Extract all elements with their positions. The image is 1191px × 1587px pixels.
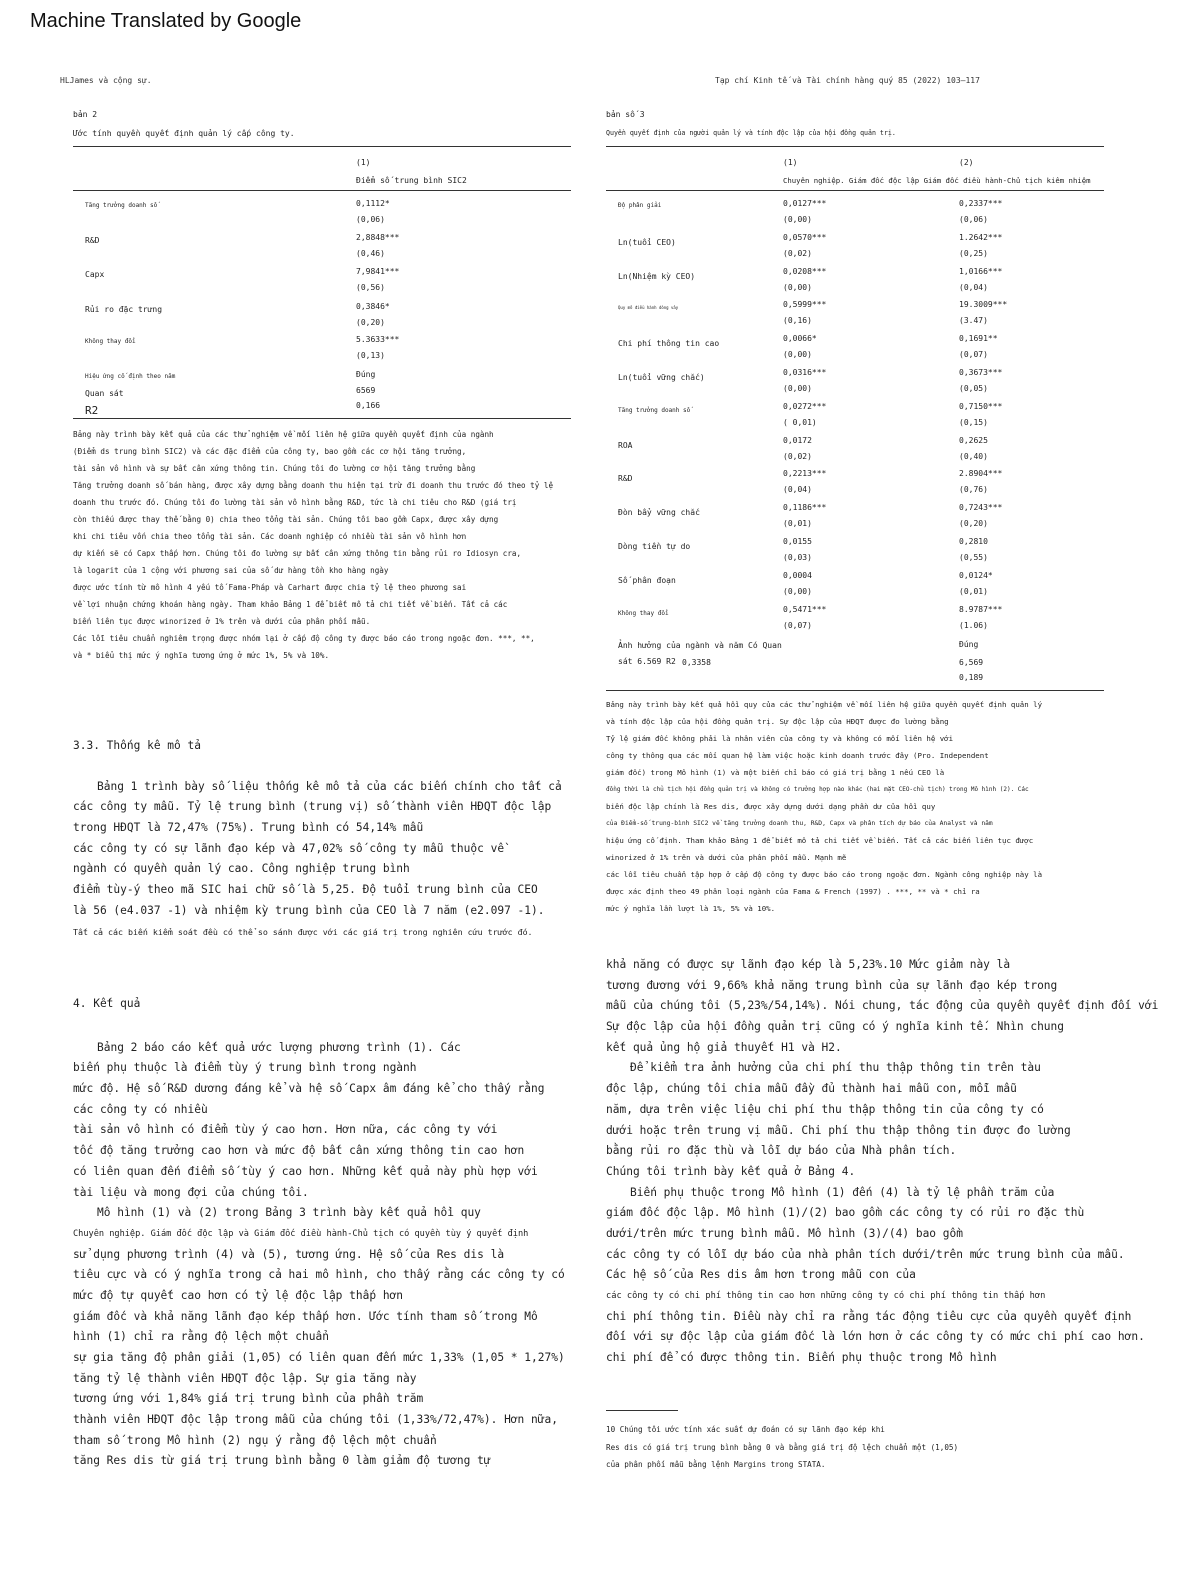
standard-error: (0,04)	[959, 282, 988, 292]
paragraph-line: tăng tỷ lệ thành viên HĐQT độc lập. Sự gia tăng này	[73, 1371, 417, 1385]
paragraph-line: biến phụ thuộc là điểm tùy ý trung bình trong ngành	[73, 1061, 417, 1075]
note-line: dự kiến sẽ có Capx thấp hơn. Chúng tôi đo lường sự bất cân xứng thông tin bằng rủi ro Idiosyn cra,	[73, 549, 522, 558]
paragraph-line: trong HĐQT là 72,47% (75%). Trung bình có 54,14% mẫu	[73, 821, 424, 835]
paragraph-line: Các hệ số của Res dis âm hơn trong mẫu con của	[606, 1268, 916, 1282]
standard-error: (0,20)	[959, 519, 988, 529]
standard-error: (0,16)	[783, 316, 812, 326]
row-label: Không thay đổi	[618, 609, 669, 617]
standard-error: (0,00)	[783, 384, 812, 393]
standard-error: (0,02)	[783, 451, 812, 461]
standard-error: (0,04)	[783, 485, 812, 495]
coefficient: 0,2810	[959, 537, 988, 546]
paragraph-line: tiêu cực và có ý nghĩa trong cả hai mô hình, cho thấy rằng các công ty có	[73, 1268, 565, 1282]
row-label: Tăng trưởng doanh số	[85, 202, 158, 209]
standard-error: ( 0,01)	[783, 417, 817, 427]
column-number: (1)	[356, 158, 371, 167]
coefficient: 5.3633***	[356, 335, 400, 344]
paragraph-line: các công ty có lỗi dự báo của nhà phân tích dưới/trên mức trung bình của mẫu.	[606, 1247, 1125, 1261]
row-label: Ln(tuổi CEO)	[618, 237, 676, 247]
coefficient: 0,1186***	[783, 503, 827, 513]
footnote	[606, 1421, 1104, 1474]
row-label: Hiệu ứng cố định theo năm	[85, 373, 176, 380]
footnote-line: Res dis có giá trị trung bình bằng 0 và bằng giá trị độ lệch chuẩn một (1,05)	[606, 1442, 959, 1452]
paragraph-line: các công ty có chi phí thông tin cao hơn những công ty có chi phí thông tin thấp hơn	[606, 1291, 1046, 1301]
table-3	[606, 108, 1104, 918]
paragraph-line: sử dụng phương trình (4) và (5), tương ứng. Hệ số của Res dis là	[73, 1247, 505, 1261]
standard-error: (0,20)	[356, 318, 385, 327]
coefficient: 2.8904***	[959, 469, 1003, 479]
coefficient: 0,0272***	[783, 401, 827, 411]
standard-error: (0,07)	[959, 350, 988, 360]
footnote-line: của phân phối mẫu bằng lệnh Margins trong STATA.	[606, 1460, 826, 1469]
note-line: winorized ở 1% trên và dưới của phân phối mẫu. Mạnh mẽ	[606, 853, 847, 862]
standard-error: (0,55)	[959, 553, 988, 562]
row-label: Độ phân giải	[618, 202, 662, 209]
paragraph-line: dưới/trên mức trung bình mẫu. Mô hình (3)/(4) bao gồm	[606, 1226, 963, 1240]
coefficient: 0,3846*	[356, 302, 390, 311]
table-notes	[606, 696, 1042, 917]
note-line: của Điểm-số trung-bình SIC2 về tăng trưởng doanh thu, R&D, Capx và phân tích dự báo của Analyst và năm	[606, 820, 993, 827]
coefficient: 0,0316***	[783, 368, 827, 377]
table-caption: Quyền quyết định của người quản lý và tính độc lập của hội đồng quản trị.	[606, 129, 896, 137]
paragraph-line: chi phí để có được thông tin. Biến phụ thuộc trong Mô hình	[606, 1351, 997, 1365]
row-label: Chi phí thông tin cao	[618, 339, 720, 349]
paragraph-line: bằng rủi ro đặc thù và lỗi dự báo của Nhà phân tích.	[606, 1144, 957, 1158]
row-label: Tăng trưởng doanh số	[618, 406, 691, 414]
paragraph-line: là 56 (e4.037 -1) và nhiệm kỳ trung bình của CEO là 7 năm (e2.097 -1).	[73, 903, 545, 917]
note-line: công ty thông qua các mối quan hệ làm việc hoặc kinh doanh trước đây (Pro. Independent	[606, 751, 989, 760]
paragraph-line: Tất cả các biến kiểm soát đều có thể so sánh được với các giá trị trong nghiên cứu trước đó.	[73, 926, 533, 937]
coefficient: Đúng	[356, 370, 376, 379]
right-column-body	[606, 955, 1159, 1365]
paragraph-line: tương ứng với 1,84% giá trị trung bình của phần trăm	[73, 1392, 424, 1406]
section-4	[73, 994, 571, 1468]
coefficient: 2,8848***	[356, 233, 400, 242]
coefficient: 1.2642***	[959, 232, 1003, 242]
row-label: Ln(Nhiệm kỳ CEO)	[618, 271, 696, 281]
standard-error: (0,01)	[783, 519, 812, 529]
paragraph-line: có liên quan đến điểm số tùy ý cao hơn. Những kết quả này phù hợp với	[73, 1164, 538, 1178]
note-line: hiệu ứng cố định. Tham khảo Bảng 1 để biết mô tả chi tiết về biến. Tất cả các biến liên tục được	[606, 836, 1034, 845]
row-label: Quy mô điều hành dòng vảy	[618, 305, 679, 311]
row-label: Đòn bẩy vững chắc	[618, 508, 700, 518]
table-label: bản 2	[73, 110, 98, 119]
footnote-line: 10 Chúng tôi ước tính xác suất dự đoán có sự lãnh đạo kép khi	[606, 1425, 885, 1434]
paragraph-line: chi phí thông tin. Điều này chỉ ra rằng tác động tiêu cực của quyền quyết định	[606, 1309, 1132, 1323]
section-heading: 3.3. Thống kê mô tả	[73, 739, 201, 752]
coefficient: 0,0172	[783, 435, 812, 445]
coefficient: 0,0066*	[783, 334, 817, 344]
standard-error: (0,76)	[959, 485, 988, 495]
standard-error: (0,46)	[356, 249, 385, 258]
row-label: R&D	[85, 236, 100, 245]
coefficient: 7,9841***	[356, 267, 400, 276]
note-line: được ước tính từ mô hình 4 yếu tố Fama-Pháp và Carhart được chia tỷ lệ theo phương sai	[73, 583, 467, 592]
coefficient: 0,0124*	[959, 570, 993, 580]
running-header-journal: Tạp chí Kinh tế và Tài chính hàng quý 85 (2022) 103–117	[715, 76, 980, 85]
fixed-effects-label: Ảnh hưởng của ngành và năm Có Quan	[618, 641, 782, 650]
coefficient: 0,7243***	[959, 503, 1003, 513]
note-line: Bảng này trình bày kết quả của các thử nghiệm về mối liên hệ giữa quyền quyết định của ngành	[73, 430, 494, 439]
note-line: doanh thu trước đó. Chúng tôi đo lường tài sản vô hình bằng R&D, tức là chi tiêu cho R&D (giá trị	[73, 498, 517, 507]
paragraph-line: Biến phụ thuộc trong Mô hình (1) đến (4) là tỷ lệ phần trăm của	[630, 1185, 1055, 1199]
paragraph-line: mức độ. Hệ số R&D dương đáng kể và hệ số Capx âm đáng kể cho thấy rằng	[73, 1082, 545, 1096]
row-label: R&D	[618, 474, 633, 484]
paragraph-line: Để kiểm tra ảnh hưởng của chi phí thu thập thông tin trên tàu	[630, 1061, 1041, 1075]
coefficient: 1,0166***	[959, 266, 1003, 276]
paragraph-line: Bảng 1 trình bày số liệu thống kê mô tả của các biến chính cho tất cả	[97, 779, 562, 793]
paragraph-line: đối với sự độc lập của giám đốc là lớn hơn ở các công ty có mức chi phí cao hơn.	[606, 1330, 1145, 1344]
machine-translation-banner: Machine Translated by Google	[30, 10, 302, 32]
paragraph-line: khả năng có được sự lãnh đạo kép là 5,23%.10 Mức giảm này là	[606, 958, 1011, 971]
standard-error: (0,07)	[783, 620, 812, 630]
table-notes	[73, 426, 553, 664]
paragraph-line: giám đốc độc lập. Mô hình (1)/(2) bao gồm các công ty có rủi ro đặc thù	[606, 1206, 1085, 1220]
coefficient: 0,5471***	[783, 604, 827, 614]
paragraph-line: các công ty có sự lãnh đạo kép và 47,02% số công ty mẫu thuộc về	[73, 841, 505, 855]
coefficient: 8.9787***	[959, 604, 1003, 614]
paragraph-line: giám đốc và khả năng lãnh đạo kép thấp hơn. Ước tính tham số trong Mô	[73, 1309, 538, 1323]
standard-error: (0,00)	[783, 350, 812, 360]
row-label: Không thay đổi	[85, 338, 136, 345]
standard-error: (0,40)	[959, 451, 988, 461]
coefficient: 0,1691**	[959, 334, 998, 344]
paragraph-line: hình (1) chỉ ra rằng độ lệch một chuẩn	[73, 1330, 329, 1344]
standard-error: (0,05)	[959, 384, 988, 393]
paragraph-line: ngành có quyền quản lý cao. Công nghiệp trung bình	[73, 862, 410, 876]
coefficient: 0,2337***	[959, 199, 1003, 208]
paragraph-line: Mô hình (1) và (2) trong Bảng 3 trình bày kết quả hồi quy	[97, 1206, 481, 1220]
section-3-3	[73, 736, 571, 937]
row-label: Capx	[85, 270, 105, 279]
note-line: còn thiếu được thay thế bằng 0) chia theo tổng tài sản. Chúng tôi bao gồm Capx, được xây dựng	[73, 515, 499, 524]
note-line: Tỷ lệ giám đốc không phải là nhân viên của công ty và không có mối liên hệ với	[606, 734, 954, 743]
note-line: Bảng này trình bày kết quả hồi quy của các thử nghiệm về mối liên hệ giữa quyền quyết định quản lý	[606, 700, 1043, 709]
paragraph-line: tham số trong Mô hình (2) ngụ ý rằng độ lệch một chuẩn	[73, 1433, 437, 1447]
paragraph-line: tốc độ tăng trưởng cao hơn và mức độ bất cân xứng thông tin cao hơn	[73, 1144, 525, 1158]
paragraph-line: tài sản vô hình có điểm tùy ý cao hơn. Hơn nữa, các công ty với	[73, 1123, 498, 1137]
row-label: Ln(tuổi vững chắc)	[618, 373, 705, 382]
column-1-number: (1)	[783, 158, 798, 167]
paragraph-line: độc lập, chúng tôi chia mẫu đầy đủ thành hai mẫu con, mỗi mẫu	[606, 1082, 1017, 1096]
column-header: Chuyên nghiệp. Giám đốc độc lập Giám đốc điều hành-Chủ tịch kiêm nhiệm	[783, 176, 1091, 185]
paragraph-line: tăng Res dis từ giá trị trung bình bằng 0 làm giảm độ tương tự	[73, 1454, 491, 1468]
r2-value-col1: 0,3358	[682, 658, 711, 667]
column-2-number: (2)	[959, 158, 974, 167]
coefficient: 19.3009***	[959, 300, 1008, 310]
coefficient: 0,166	[356, 401, 381, 410]
standard-error: (0,06)	[959, 215, 988, 224]
section-heading: 4. Kết quả	[73, 997, 141, 1010]
note-line: Các lỗi tiêu chuẩn nghiêm trọng được nhóm lại ở cấp độ công ty được báo cáo trong ngoặc đơn. ***, **,	[73, 634, 535, 643]
paragraph-line: mức độ tự quyết cao hơn có tỷ lệ độc lập thấp hơn	[73, 1288, 404, 1302]
row-label: Quan sát	[85, 389, 124, 398]
note-line: tài sản vô hình và sự bất cân xứng thông tin. Chúng tôi đo lường cơ hội tăng trưởng bằng	[73, 464, 476, 473]
standard-error: (0,13)	[356, 351, 385, 360]
standard-error: (0,00)	[783, 282, 812, 292]
paragraph-line: tương đương với 9,66% khả năng trung bình của sự lãnh đạo kép trong	[606, 978, 1058, 992]
paragraph-line: sự gia tăng độ phân giải (1,05) có liên quan đến mức 1,33% (1,05 * 1,27%)	[73, 1351, 565, 1364]
note-line: được xác định theo 49 phân loại ngành của Fama & French (1997) . ***, ** và * chỉ ra	[606, 887, 980, 896]
note-line: và * biểu thị mức ý nghĩa tương ứng ở mức 1%, 5% và 10%.	[73, 651, 330, 660]
row-label: Số phân đoạn	[618, 575, 676, 585]
note-line: biến liên tục được winorized ở 1% trên và dưới của phân phối mẫu.	[73, 617, 371, 626]
note-line: về lợi nhuận chứng khoán hàng ngày. Tham khảo Bảng 1 để biết mô tả chi tiết về biến. Tất cả các	[73, 600, 508, 609]
standard-error: (0,25)	[959, 248, 988, 258]
paragraph-line: năm, dựa trên việc liệu chi phí thu thập thông tin của công ty có	[606, 1102, 1044, 1116]
coefficient: 0,0155	[783, 537, 812, 546]
paragraph-line: tài liệu và mong đợi của chúng tôi.	[73, 1185, 309, 1199]
coefficient: 0,2213***	[783, 469, 827, 479]
paragraph-line: kết quả ủng hộ giả thuyết H1 và H2.	[606, 1040, 842, 1054]
paragraph-line: Chuyên nghiệp. Giám đốc độc lập và Giám đốc điều hành-Chủ tịch có quyền tùy ý quyết định	[73, 1228, 529, 1239]
coefficient: 0,0127***	[783, 199, 827, 208]
paragraph-line: Chúng tôi trình bày kết quả ở Bảng 4.	[606, 1164, 856, 1178]
standard-error: (0,01)	[959, 586, 988, 596]
table-2	[73, 108, 571, 668]
standard-error: (0,15)	[959, 417, 988, 427]
row-label: ROA	[618, 440, 633, 450]
note-line: mức ý nghĩa lần lượt là 1%, 5% và 10%.	[606, 904, 776, 913]
running-header-authors: HLJames và cộng sự.	[60, 76, 152, 85]
fixed-effects-col2: Đúng	[959, 640, 979, 649]
note-line: đồng thời là chủ tịch hội đồng quản trị và không có trưởng hợp nào khác (hai mặt CEO-chủ tịch) trong Mô hình (2). Các	[606, 786, 1029, 793]
standard-error: (0,56)	[356, 283, 385, 292]
table-label: bản số 3	[606, 110, 645, 119]
standard-error: (0,00)	[783, 215, 812, 224]
paragraph-line: các công ty có nhiều	[73, 1102, 208, 1116]
paragraph-line: Bảng 2 báo cáo kết quả ước lượng phương trình (1). Các	[97, 1040, 461, 1054]
row-label: Rủi ro đặc trưng	[85, 305, 163, 314]
paragraph-line: điểm tùy-ý theo mã SIC hai chữ số là 5,25. Độ tuổi trung bình của CEO	[73, 883, 538, 897]
observations-col2: 6,569	[959, 658, 984, 667]
paragraph-line: mẫu của chúng tôi (5,23%/54,14%). Nói chung, tác động của quyền quyết định đối với	[606, 999, 1159, 1013]
coefficient: 0,0570***	[783, 232, 827, 242]
coefficient: 0,2625	[959, 435, 988, 445]
note-line: khi chi tiêu vốn chia theo tổng tài sản. Các doanh nghiệp có nhiều tài sản vô hình hơn	[73, 532, 467, 541]
paragraph-line: dưới hoặc trên trung vị mẫu. Chi phí thu thập thông tin được đo lường	[606, 1123, 1071, 1137]
coefficient: 0,7150***	[959, 401, 1003, 411]
coefficient: 0,0208***	[783, 266, 827, 276]
paragraph-line: thành viên HĐQT độc lập trong mẫu của chúng tôi (1,33%/72,47%). Hơn nữa,	[73, 1413, 558, 1427]
standard-error: (0,06)	[356, 215, 385, 224]
obs-r2-label: sát 6.569 R2	[618, 657, 676, 666]
row-label: R2	[85, 404, 99, 417]
column-header: Điểm số trung bình SIC2	[356, 176, 467, 185]
coefficient: 6569	[356, 386, 376, 395]
note-line: (Điểm ds trung bình SIC2) và các đặc điểm của công ty, bao gồm các cơ hội tăng trưởng,	[73, 447, 467, 456]
table-caption: Ước tính quyền quyết định quản lý cấp công ty.	[73, 129, 295, 138]
coefficient: 0,5999***	[783, 300, 827, 310]
note-line: và tính độc lập của hội đồng quản trị. Sự độc lập của HĐQT được đo lường bằng	[606, 717, 949, 726]
note-line: biến độc lập chính là Res dis, được xây dựng dưới dạng phần dư của hồi quy	[606, 802, 936, 811]
paragraph-line: Sự độc lập của hội đồng quản trị cũng có ý nghĩa kinh tế. Nhìn chung	[606, 1020, 1065, 1034]
note-line: giám đốc) trong Mô hình (1) và một biến chỉ báo có giá trị bằng 1 nếu CEO là	[606, 768, 945, 777]
standard-error: (1.06)	[959, 620, 988, 630]
coefficient: 0,1112*	[356, 199, 390, 208]
coefficient: 0,3673***	[959, 368, 1003, 377]
note-line: Tăng trưởng doanh số bán hàng, được xây dựng bằng doanh thu hiện tại trừ đi doanh thu trước đó theo tỷ lệ	[73, 481, 554, 490]
row-label: Dòng tiền tự do	[618, 542, 691, 551]
standard-error: (0,02)	[783, 248, 812, 258]
standard-error: (0,03)	[783, 553, 812, 562]
standard-error: (0,00)	[783, 586, 812, 596]
note-line: các lỗi tiêu chuẩn tập hợp ở cấp độ công ty được báo cáo trong ngoặc đơn. Ngành công nghiệp này là	[606, 870, 1043, 879]
r2-value-col2: 0,189	[959, 673, 984, 682]
coefficient: 0,0004	[783, 570, 812, 580]
note-line: là logarit của 1 cộng với phương sai của số dư hàng tồn kho hàng ngày	[73, 566, 389, 575]
standard-error: (3.47)	[959, 316, 988, 326]
paragraph-line: các công ty mẫu. Tỷ lệ trung bình (trung vị) số thành viên HĐQT độc lập	[73, 800, 552, 814]
